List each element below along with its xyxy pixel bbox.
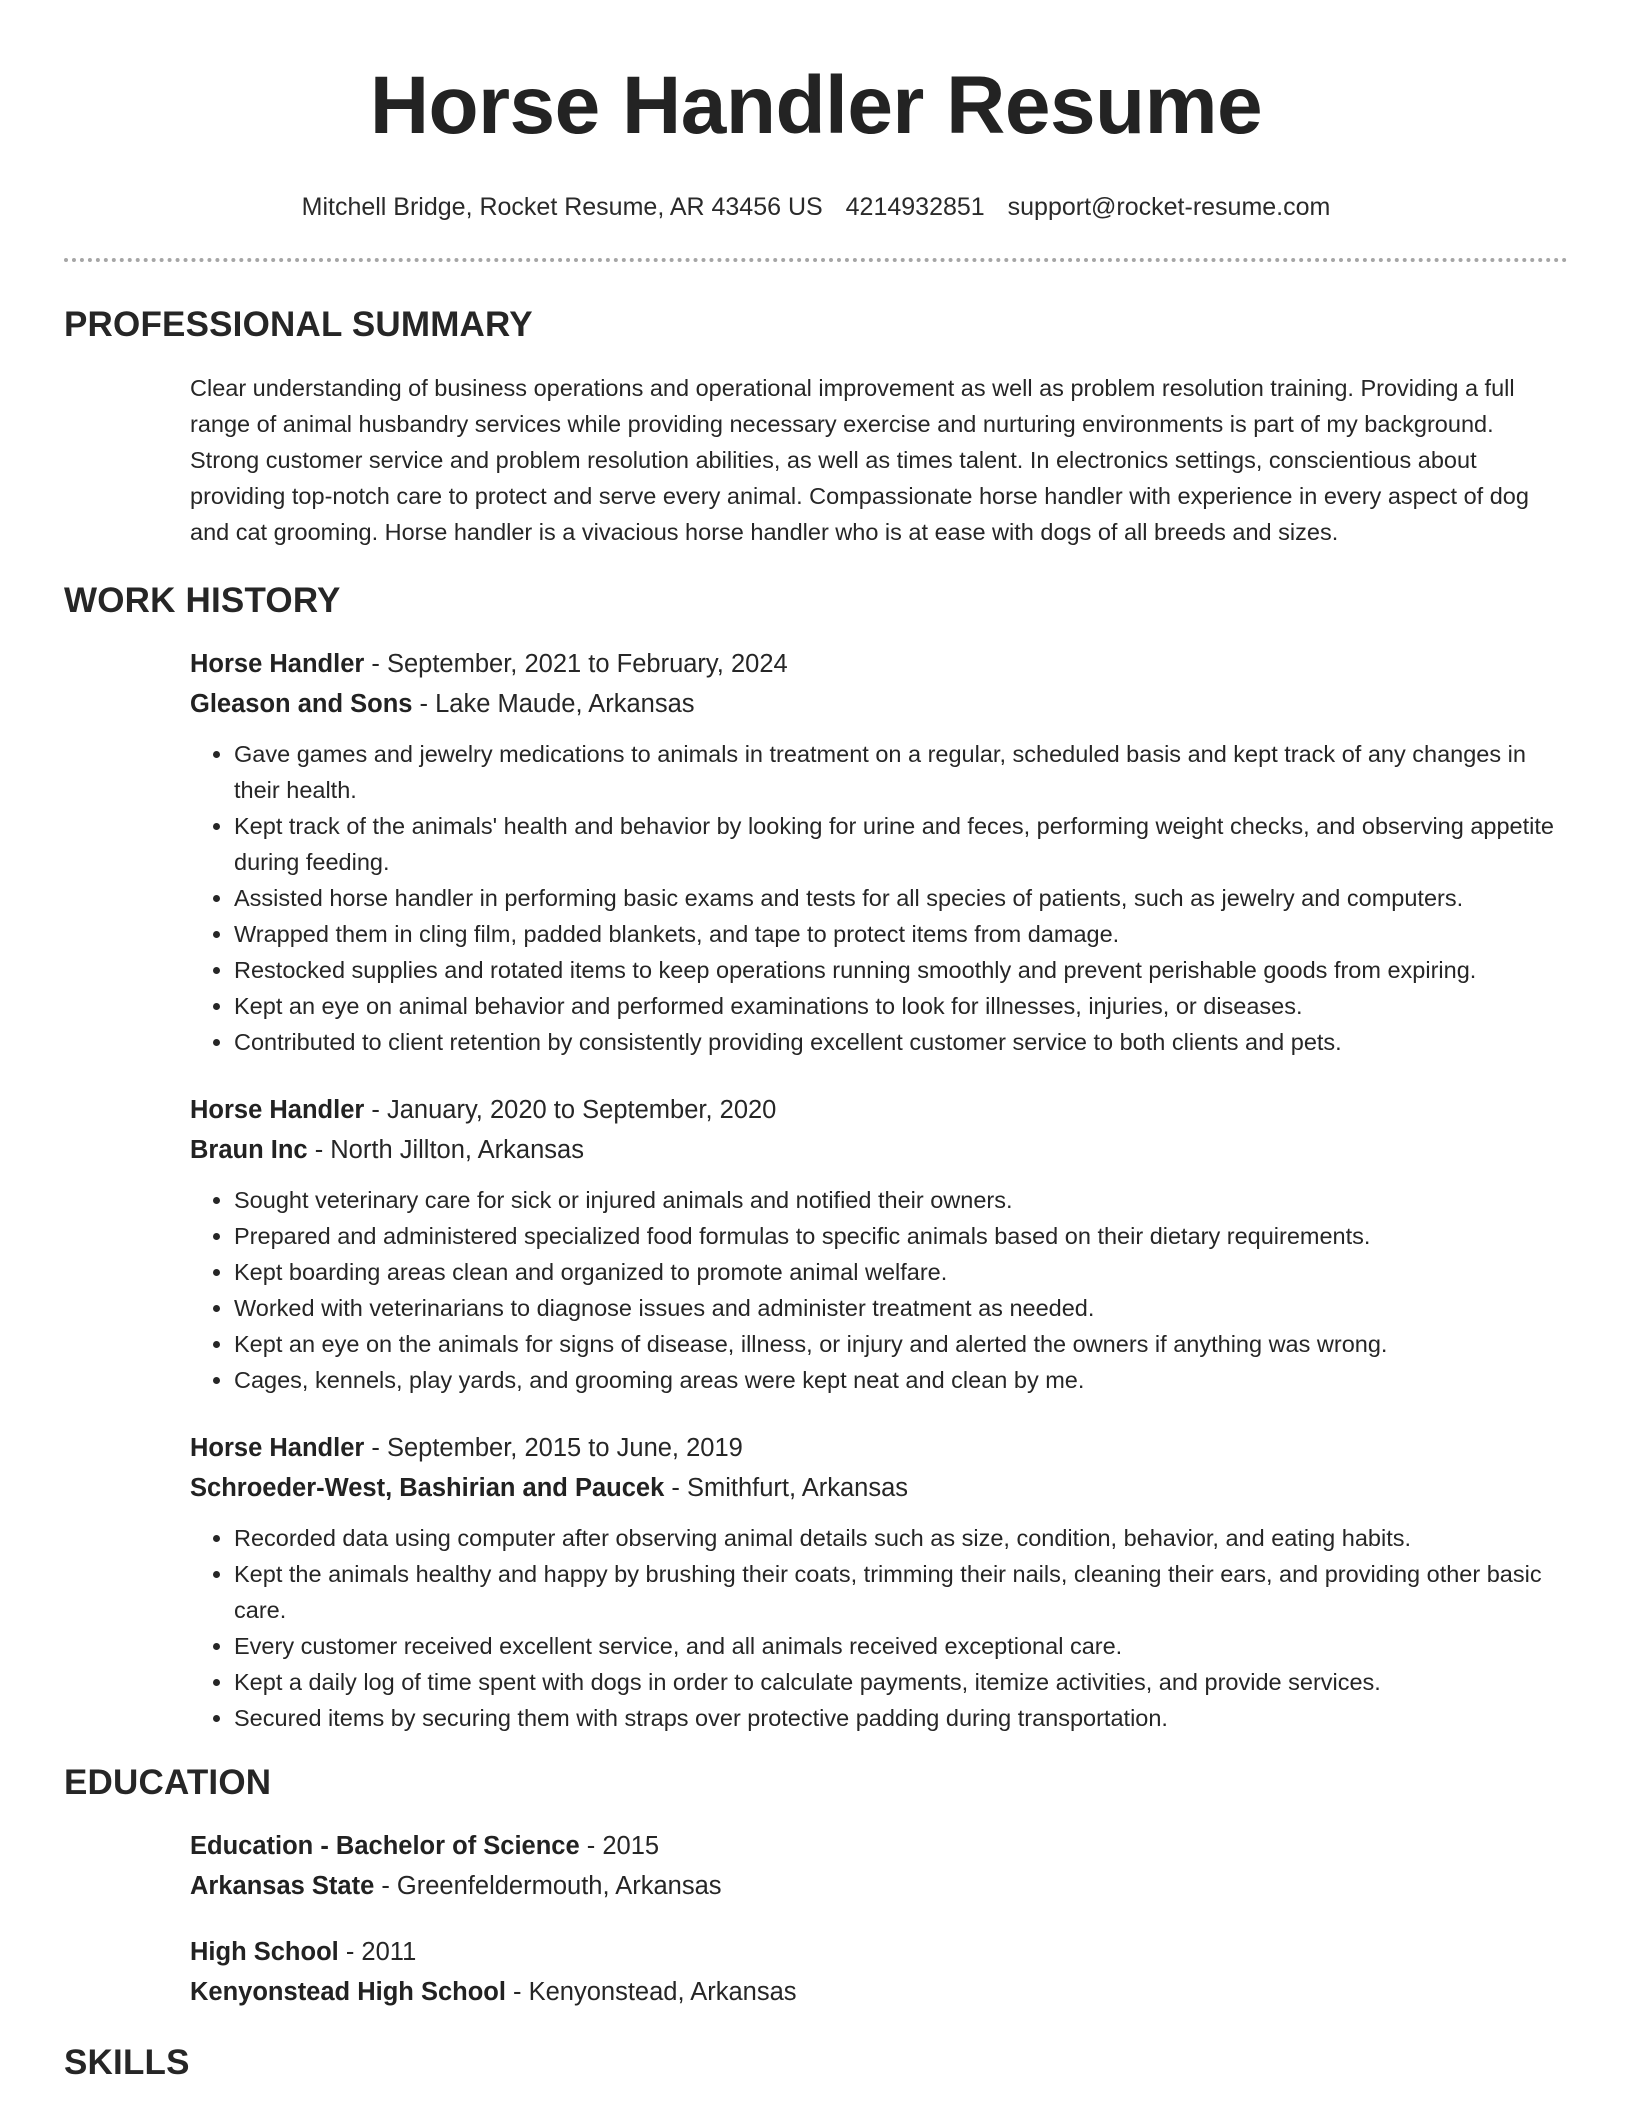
duty-item: • Recorded data using computer after observing animal details such as size, condition, behavior, and eating habits. xyxy=(234,1520,1568,1556)
duty-item: • Sought veterinary care for sick or injured animals and notified their owners. xyxy=(234,1182,1568,1218)
duty-item: • Cages, kennels, play yards, and grooming areas were kept neat and clean by me. xyxy=(234,1362,1568,1398)
summary-body xyxy=(190,370,1568,550)
job-company-line xyxy=(190,1470,1568,1506)
resume-page xyxy=(64,0,1568,2084)
summary-text: Clear understanding of business operations and operational improvement as well as problem resolution training. Providing a full range of animal husbandry services while providing necessary exercise and nurturing environments is part of my background. Strong customer service and problem resolution abilities, as well as times talent. In electronics settings, conscientious about providing top-notch care to protect and serve every animal. Compassionate horse handler with experience in every aspect of dog and cat grooming. Horse handler is a vivacious horse handler who is at ease with dogs of all breeds and sizes. xyxy=(190,375,1529,545)
education-degree: High School xyxy=(190,1938,339,1966)
job-entry xyxy=(190,1092,1568,1398)
education-location: - Greenfeldermouth, Arkansas xyxy=(374,1872,722,1900)
job-entry xyxy=(190,646,1568,1060)
contact-line xyxy=(64,192,1568,222)
duty-item: • Gave games and jewelry medications to animals in treatment on a regular, scheduled basis and kept track of any changes in their health. xyxy=(234,736,1568,808)
job-location: - North Jillton, Arkansas xyxy=(307,1136,584,1164)
header-divider xyxy=(64,258,1568,262)
contact-address: Mitchell Bridge, Rocket Resume, AR 43456 US xyxy=(301,193,823,221)
job-dates: - January, 2020 to September, 2020 xyxy=(364,1096,777,1124)
summary-section xyxy=(64,304,1568,550)
duty-item: • Kept track of the animals' health and behavior by looking for urine and feces, performing weight checks, and observing appetite during feeding. xyxy=(234,808,1568,880)
job-location: - Smithfurt, Arkansas xyxy=(664,1474,909,1502)
job-duties xyxy=(190,1520,1568,1736)
education-school: Arkansas State xyxy=(190,1872,375,1900)
duty-item: • Kept the animals healthy and happy by brushing their coats, trimming their nails, cleaning their ears, and providing other basic care. xyxy=(234,1556,1568,1628)
job-company: Braun Inc xyxy=(190,1136,308,1164)
education-degree: Education - Bachelor of Science xyxy=(190,1832,580,1860)
education-section xyxy=(64,1762,1568,2010)
education-location: - Kenyonstead, Arkansas xyxy=(505,1978,797,2006)
job-title: Horse Handler xyxy=(190,1434,365,1462)
job-company: Gleason and Sons xyxy=(190,690,413,718)
job-company: Schroeder-West, Bashirian and Paucek xyxy=(190,1474,665,1502)
duty-item: • Assisted horse handler in performing basic exams and tests for all species of patients, such as jewelry and computers. xyxy=(234,880,1568,916)
duty-item: • Worked with veterinarians to diagnose issues and administer treatment as needed. xyxy=(234,1290,1568,1326)
education-entry xyxy=(190,1934,1568,2010)
education-school-line xyxy=(190,1868,1568,1904)
duty-item: • Secured items by securing them with straps over protective padding during transportation. xyxy=(234,1700,1568,1736)
job-title: Horse Handler xyxy=(190,650,365,678)
education-year: - 2015 xyxy=(579,1832,660,1860)
resume-title: Horse Handler Resume xyxy=(369,60,1263,151)
skills-heading: SKILLS xyxy=(64,2043,190,2082)
duty-item: • Kept boarding areas clean and organized to promote animal welfare. xyxy=(234,1254,1568,1290)
contact-email: support@rocket-resume.com xyxy=(1007,193,1331,221)
work-heading: WORK HISTORY xyxy=(64,581,341,620)
duty-item: • Restocked supplies and rotated items to keep operations running smoothly and prevent perishable goods from expiring. xyxy=(234,952,1568,988)
skills-section xyxy=(64,2042,1568,2084)
job-company-line xyxy=(190,1132,1568,1168)
duty-item: • Kept an eye on the animals for signs of disease, illness, or injury and alerted the owners if anything was wrong. xyxy=(234,1326,1568,1362)
education-degree-line xyxy=(190,1934,1568,1970)
duty-item: • Kept a daily log of time spent with dogs in order to calculate payments, itemize activities, and provide services. xyxy=(234,1664,1568,1700)
job-dates: - September, 2021 to February, 2024 xyxy=(364,650,788,678)
job-company-line xyxy=(190,686,1568,722)
duty-item: • Every customer received excellent service, and all animals received exceptional care. xyxy=(234,1628,1568,1664)
job-title-line xyxy=(190,1430,1568,1466)
job-title-line xyxy=(190,646,1568,682)
education-school: Kenyonstead High School xyxy=(190,1978,506,2006)
job-duties xyxy=(190,736,1568,1060)
work-section xyxy=(64,580,1568,1736)
duty-item: • Kept an eye on animal behavior and performed examinations to look for illnesses, injuries, or diseases. xyxy=(234,988,1568,1024)
job-entry xyxy=(190,1430,1568,1736)
summary-heading: PROFESSIONAL SUMMARY xyxy=(64,305,533,344)
education-school-line xyxy=(190,1974,1568,2010)
contact-phone: 4214932851 xyxy=(845,193,985,221)
job-title: Horse Handler xyxy=(190,1096,365,1124)
job-location: - Lake Maude, Arkansas xyxy=(412,690,695,718)
education-year: - 2011 xyxy=(338,1938,417,1966)
education-heading: EDUCATION xyxy=(64,1763,272,1802)
job-dates: - September, 2015 to June, 2019 xyxy=(364,1434,743,1462)
education-degree-line xyxy=(190,1828,1568,1864)
education-entry xyxy=(190,1828,1568,1904)
job-title-line xyxy=(190,1092,1568,1128)
duty-item: • Contributed to client retention by consistently providing excellent customer service to both clients and pets. xyxy=(234,1024,1568,1060)
job-duties xyxy=(190,1182,1568,1398)
duty-item: • Wrapped them in cling film, padded blankets, and tape to protect items from damage. xyxy=(234,916,1568,952)
duty-item: • Prepared and administered specialized food formulas to specific animals based on their dietary requirements. xyxy=(234,1218,1568,1254)
